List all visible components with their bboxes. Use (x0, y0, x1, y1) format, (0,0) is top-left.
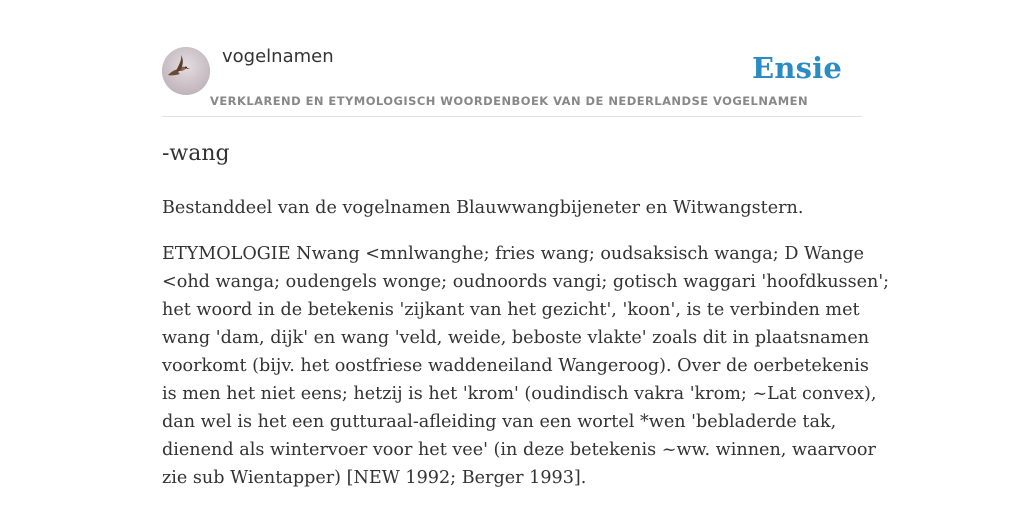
etymology-line: het woord in de betekenis 'zijkant van het gezicht', 'koon', is te verbinden met (162, 300, 860, 320)
etymology-line: voorkomt (bijv. het oostfriese waddeneiland Wangeroog). Over de oerbetekenis (162, 356, 869, 376)
etymology-line: ETYMOLOGIE Nwang <mnlwanghe; fries wang; oudsaksisch wanga; D Wange (162, 244, 865, 264)
etymology-line: <ohd wanga; oudengels wonge; oudnoords vangi; gotisch waggari 'hoofdkussen'; (162, 272, 890, 292)
etymology-line: dan wel is het een gutturaal-afleiding van een wortel *wen 'bebladerde tak, (162, 412, 837, 432)
etymology-line: zie sub Wientapper) [NEW 1992; Berger 1993]. (162, 468, 587, 488)
entry-etymology (162, 240, 890, 492)
etymology-line: wang 'dam, dijk' en wang 'veld, weide, beboste vlakte' zoals dit in plaatsnamen (162, 328, 870, 348)
entry-page (162, 0, 890, 512)
dictionary-subtitle: VERKLAREND EN ETYMOLOGISCH WOORDENBOEK VAN DE NEDERLANDSE VOGELNAMEN (210, 94, 809, 108)
dictionary-name[interactable]: vogelnamen (222, 46, 334, 67)
bird-photo-icon (162, 47, 210, 95)
ensie-logo[interactable]: Ensie (752, 51, 842, 85)
etymology-line: is men het niet eens; hetzij is het 'krom' (oudindisch vakra 'krom; ~Lat convex), (162, 384, 877, 404)
entry-definition: Bestanddeel van de vogelnamen Blauwwangbijeneter en Witwangstern. (162, 198, 804, 218)
dictionary-header (162, 0, 862, 117)
etymology-line: dienend als wintervoer voor het vee' (in deze betekenis ~ww. winnen, waarvoor (162, 440, 876, 460)
dictionary-avatar[interactable] (162, 47, 210, 95)
entry-term: -wang (162, 141, 230, 166)
